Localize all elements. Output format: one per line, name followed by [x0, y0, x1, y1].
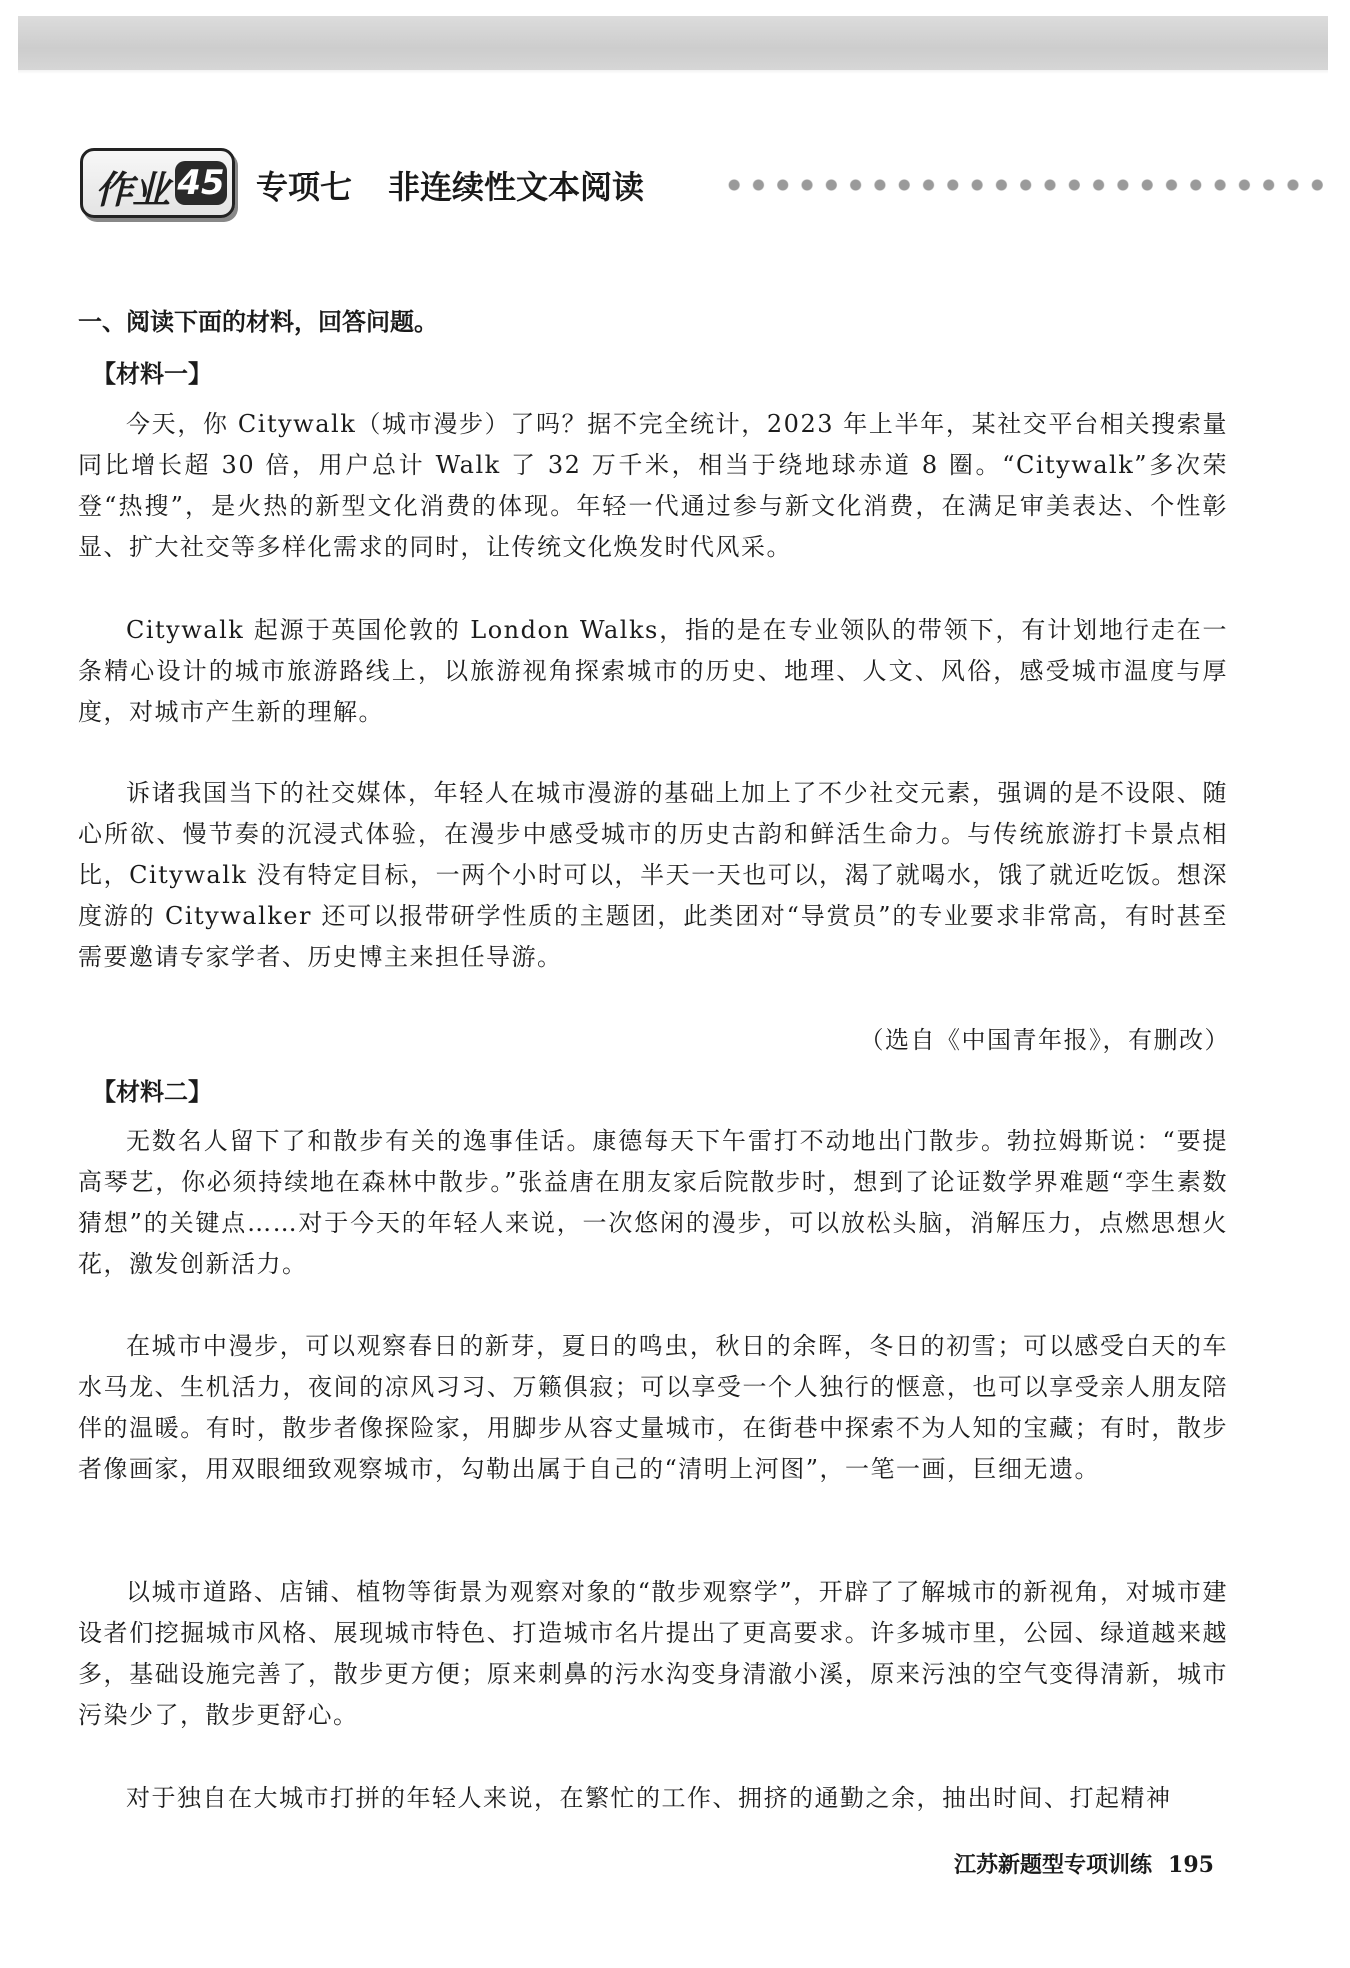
- question-heading: 一、阅读下面的材料，回答问题。: [78, 308, 438, 336]
- dotted-rule: [722, 178, 1330, 192]
- homework-badge: [80, 148, 235, 218]
- material-two-heading: 【材料二】: [92, 1078, 212, 1106]
- material-one-paragraph-1: 今天，你 Citywalk（城市漫步）了吗？据不完全统计，2023 年上半年，某社交平台相关搜索量同比增长超 30 倍，用户总计 Walk 了 32 万千米，相当于绕地球赤道 8 圈。“Citywalk”多次荣登“热搜”，是火热的新型文化消费的体现。年轻一代通过参与新文化消费，在满足审美表达、个性彰显、扩大社交等多样化需求的同时，让传统文化焕发时代风采。: [78, 410, 1228, 561]
- section-topic: 非连续性文本阅读: [388, 168, 645, 206]
- section-header: [80, 148, 1330, 222]
- page-number: 195: [1168, 1852, 1214, 1878]
- book-title: 江苏新题型专项训练: [954, 1853, 1153, 1878]
- material-two-paragraph-4: 对于独自在大城市打拼的年轻人来说，在繁忙的工作、拥挤的通勤之余，抽出时间、打起精神: [126, 1784, 1172, 1812]
- material-two-paragraph-1: 无数名人留下了和散步有关的逸事佳话。康德每天下午雷打不动地出门散步。勃拉姆斯说：“要提高琴艺，你必须持续地在森林中散步。”张益唐在朋友家后院散步时，想到了论证数学界难题“孪生素数猜想”的关键点……对于今天的年轻人来说，一次悠闲的漫步，可以放松头脑，消解压力，点燃思想火花，激发创新活力。: [78, 1127, 1228, 1278]
- top-scan-band: [18, 16, 1328, 70]
- badge-number: 45: [175, 161, 227, 205]
- material-one-paragraph-3: 诉诸我国当下的社交媒体，年轻人在城市漫游的基础上加上了不少社交元素，强调的是不设限、随心所欲、慢节奏的沉浸式体验，在漫步中感受城市的历史古韵和鲜活生命力。与传统旅游打卡景点相比，Citywalk 没有特定目标，一两个小时可以，半天一天也可以，渴了就喝水，饿了就近吃饭。想深度游的 Citywalker 还可以报带研学性质的主题团，此类团对“导赏员”的专业要求非常高，有时甚至需要邀请专家学者、历史博主来担任导游。: [78, 779, 1228, 971]
- material-two-paragraph-3: 以城市道路、店铺、植物等街景为观察对象的“散步观察学”，开辟了了解城市的新视角，对城市建设者们挖掘城市风格、展现城市特色、打造城市名片提出了更高要求。许多城市里，公园、绿道越来越多，基础设施完善了，散步更方便；原来刺鼻的污水沟变身清澈小溪，原来污浊的空气变得清新，城市污染少了，散步更舒心。: [78, 1578, 1228, 1729]
- section-title: [256, 162, 644, 208]
- material-one-source: （选自《中国青年报》，有删改）: [859, 1026, 1230, 1054]
- page-footer: [954, 1848, 1214, 1879]
- material-one-paragraph-2: Citywalk 起源于英国伦敦的 London Walks，指的是在专业领队的带领下，有计划地行走在一条精心设计的城市旅游路线上，以旅游视角探索城市的历史、地理、人文、风俗，感受城市温度与厚度，对城市产生新的理解。: [78, 616, 1228, 726]
- material-two-paragraph-2: 在城市中漫步，可以观察春日的新芽，夏日的鸣虫，秋日的余晖，冬日的初雪；可以感受白天的车水马龙、生机活力，夜间的凉风习习、万籁俱寂；可以享受一个人独行的惬意，也可以享受亲人朋友陪伴的温暖。有时，散步者像探险家，用脚步从容丈量城市，在街巷中探索不为人知的宝藏；有时，散步者像画家，用双眼细致观察城市，勾勒出属于自己的“清明上河图”，一笔一画，巨细无遗。: [78, 1332, 1228, 1483]
- section-label: 专项七: [256, 168, 353, 206]
- badge-label: 作业: [95, 168, 170, 212]
- material-one-heading: 【材料一】: [92, 360, 212, 388]
